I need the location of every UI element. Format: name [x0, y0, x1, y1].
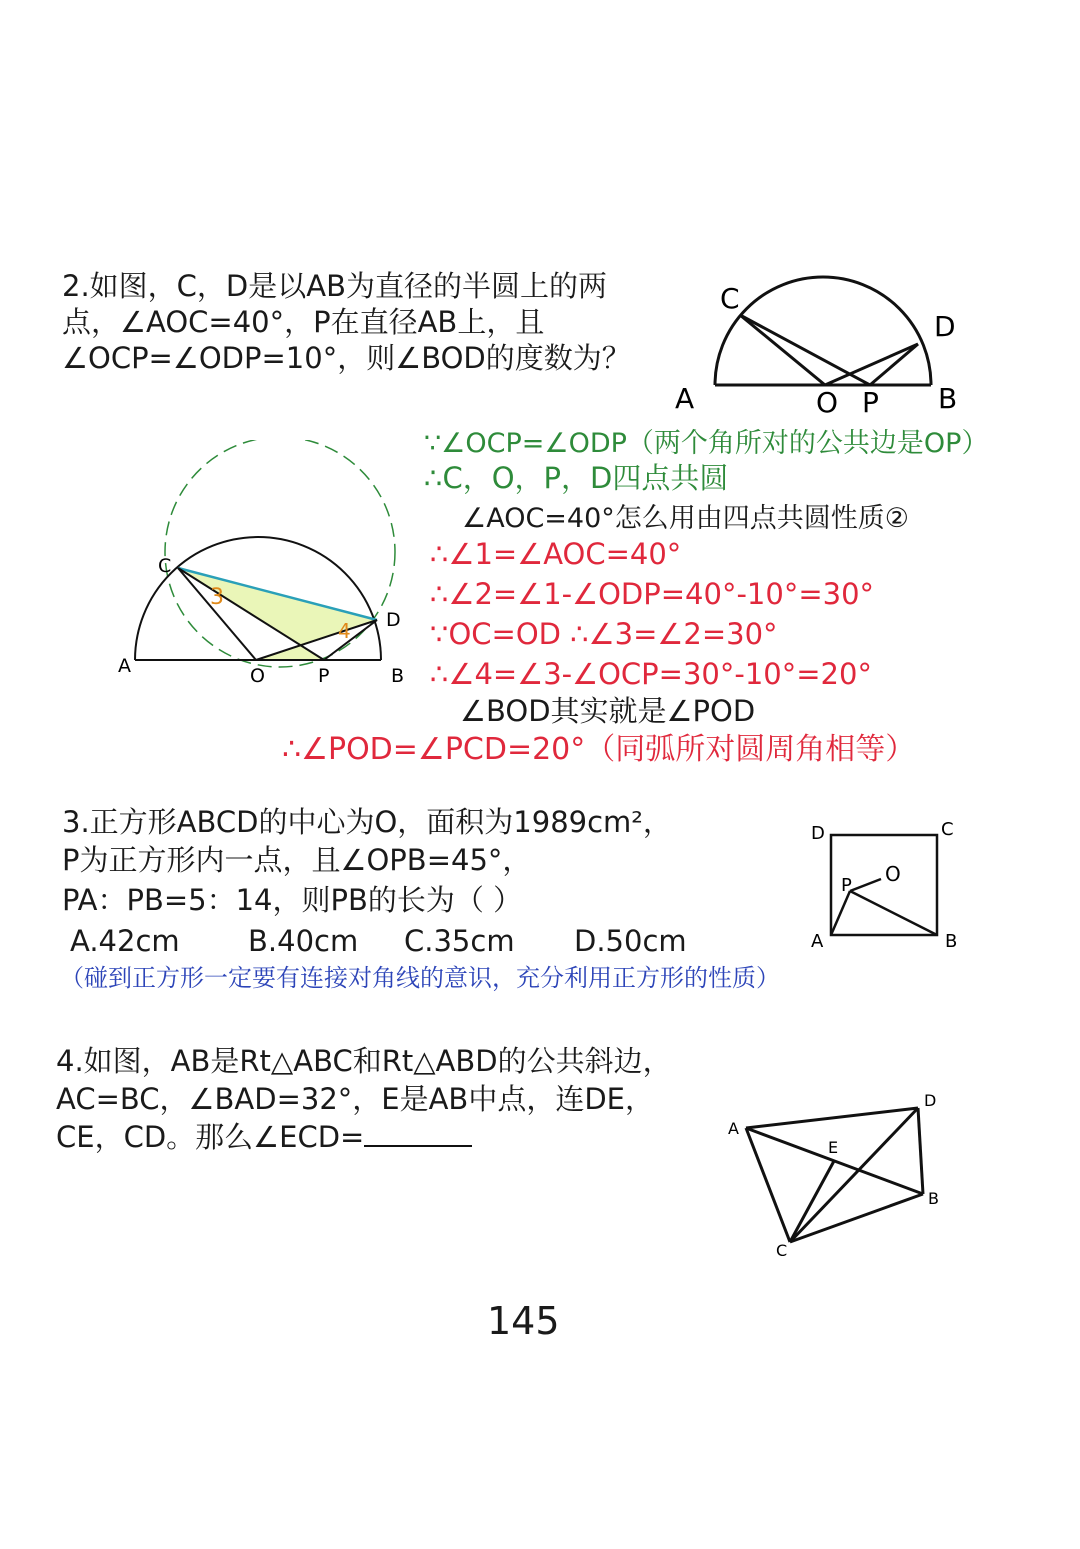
answer-blank — [364, 1144, 472, 1147]
solution-line-5: ∴∠2=∠1-∠ODP=40°-10°=30° — [430, 577, 875, 611]
fig2-label-d: D — [386, 609, 401, 631]
solution-line-4: ∴∠1=∠AOC=40° — [430, 537, 682, 571]
solution-line-1: ∵∠OCP=∠ODP（两个角所对的公共边是OP） — [424, 428, 989, 459]
problem4-line3: CE，CD。那么∠ECD= — [56, 1120, 365, 1154]
problem3-option-c: C.35cm — [404, 924, 515, 958]
problem4-line1: 4.如图，AB是Rt△ABC和Rt△ABD的公共斜边， — [56, 1044, 672, 1078]
fig2-label-o: O — [250, 665, 265, 687]
fig-label-o: O — [816, 386, 839, 419]
fig4-label-b: B — [928, 1189, 939, 1208]
fig3-label-o: O — [885, 862, 901, 886]
fig2-label-c: C — [158, 555, 172, 577]
fig-label-c: C — [720, 282, 740, 315]
problem2-solution-figure — [110, 440, 430, 690]
problem2-line2: 点，∠AOC=40°，P在直径AB上，且 — [62, 305, 545, 339]
problem3-line1: 3.正方形ABCD的中心为O，面积为1989cm²， — [62, 805, 672, 839]
fig3-label-a: A — [811, 931, 824, 952]
problem2-semicircle-figure — [670, 270, 970, 420]
solution-line-8: ∠BOD其实就是∠POD — [460, 694, 756, 728]
problem4-line2: AC=BC，∠BAD=32°，E是AB中点，连DE， — [56, 1082, 654, 1116]
solution-line-7: ∴∠4=∠3-∠OCP=30°-10°=20° — [430, 657, 872, 691]
fig-label-b: B — [938, 382, 958, 415]
fig-label-a: A — [675, 382, 695, 415]
problem3-note: （碰到正方形一定要有连接对角线的意识，充分利用正方形的性质） — [60, 964, 780, 992]
fig2-label-p: P — [318, 665, 330, 687]
problem3-line3: PA：PB=5：14，则PB的长为（ ） — [62, 883, 523, 917]
fig4-label-e: E — [828, 1138, 839, 1157]
fig4-label-d: D — [924, 1091, 937, 1110]
fig3-label-d: D — [811, 823, 825, 844]
fig-label-d: D — [934, 310, 956, 343]
problem4-quadrilateral-figure — [720, 1090, 960, 1260]
problem3-line2: P为正方形内一点，且∠OPB=45°， — [62, 843, 532, 877]
fig2-angle3: 3 — [210, 585, 224, 610]
fig4-label-a: A — [728, 1119, 739, 1138]
problem3-option-b: B.40cm — [248, 924, 359, 958]
problem4-line3-wrap — [56, 1120, 472, 1154]
page-number: 145 — [487, 1299, 560, 1343]
fig3-label-p: P — [841, 875, 852, 896]
fig2-label-a: A — [118, 655, 131, 677]
problem3-square-figure — [805, 815, 965, 955]
problem3-option-d: D.50cm — [574, 924, 687, 958]
problem3-option-a: A.42cm — [70, 924, 180, 958]
solution-line-6: ∵OC=OD ∴∠3=∠2=30° — [430, 617, 778, 651]
solution-line-3: ∠AOC=40°怎么用由四点共圆性质② — [462, 503, 909, 534]
fig-label-p: P — [862, 386, 879, 419]
problem2-line1: 2.如图，C，D是以AB为直径的半圆上的两 — [62, 269, 607, 303]
fig2-label-b: B — [391, 665, 405, 687]
solution-line-2: ∴C，O，P，D四点共圆 — [424, 461, 729, 495]
fig4-label-c: C — [776, 1241, 788, 1260]
fig3-label-c: C — [941, 819, 954, 840]
fig3-label-b: B — [945, 931, 958, 952]
solution-line-9: ∴∠POD=∠PCD=20°（同弧所对圆周角相等） — [282, 732, 916, 767]
problem2-line3: ∠OCP=∠ODP=10°，则∠BOD的度数为？ — [62, 341, 631, 375]
fig2-angle4: 4 — [338, 619, 351, 643]
